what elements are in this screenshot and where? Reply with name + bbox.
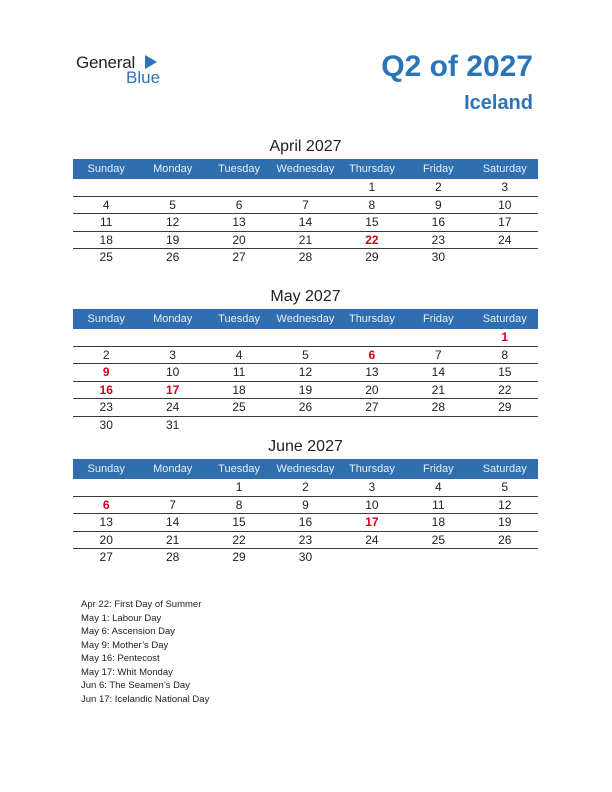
day-cell: 31 bbox=[165, 417, 180, 432]
week-row bbox=[73, 214, 538, 232]
day-cell: 18 bbox=[232, 382, 246, 397]
day-cell: 8 bbox=[501, 347, 509, 362]
holiday-item: Jun 6: The Seamen’s Day bbox=[81, 680, 190, 691]
day-cell: 21 bbox=[298, 232, 313, 247]
day-cell: 11 bbox=[232, 365, 246, 379]
weekday-label: Tuesday bbox=[218, 163, 260, 175]
day-cell: 19 bbox=[498, 515, 512, 529]
brand-general-text: General bbox=[76, 53, 136, 72]
weekday-label: Thursday bbox=[348, 163, 395, 175]
day-cell bbox=[206, 329, 272, 346]
day-cell: 2 bbox=[434, 180, 442, 194]
weekday-label: Wednesday bbox=[276, 163, 335, 175]
day-cell: 17 bbox=[498, 215, 512, 229]
day-cell: 21 bbox=[431, 382, 445, 397]
day-cell: 28 bbox=[165, 550, 180, 564]
day-cell: 21 bbox=[165, 532, 180, 547]
day-cell: 28 bbox=[298, 250, 313, 264]
day-cell: 8 bbox=[235, 497, 243, 512]
day-cell: 20 bbox=[99, 532, 113, 547]
day-cell: 3 bbox=[501, 180, 509, 194]
holiday-item: May 1: Labour Day bbox=[81, 612, 162, 624]
day-cell: 16 bbox=[298, 515, 313, 529]
day-cell: 12 bbox=[165, 215, 180, 229]
holiday-day-cell: 22 bbox=[365, 232, 379, 247]
day-cell: 27 bbox=[99, 550, 113, 564]
day-cell: 1 bbox=[368, 180, 376, 194]
day-cell: 27 bbox=[365, 400, 379, 414]
day-cell: 26 bbox=[298, 400, 313, 414]
holiday-list bbox=[81, 598, 209, 706]
country-name: Iceland bbox=[464, 92, 533, 114]
day-cell: 7 bbox=[302, 197, 309, 212]
week-row bbox=[73, 249, 538, 267]
weekday-label: Saturday bbox=[482, 313, 527, 325]
day-cell: 9 bbox=[302, 497, 309, 512]
day-cell bbox=[73, 179, 139, 196]
weekday-label: Thursday bbox=[348, 313, 395, 325]
day-cell: 20 bbox=[365, 382, 379, 397]
day-cell: 16 bbox=[431, 215, 445, 229]
weekday-label: Monday bbox=[153, 463, 193, 475]
weekday-label: Friday bbox=[423, 313, 454, 325]
week-row bbox=[73, 179, 538, 197]
weekday-label: Sunday bbox=[87, 313, 125, 325]
day-cell: 3 bbox=[368, 480, 376, 494]
day-cell: 24 bbox=[498, 232, 512, 247]
day-cell: 4 bbox=[235, 347, 243, 362]
day-cell: 12 bbox=[298, 365, 313, 379]
day-cell: 9 bbox=[434, 197, 442, 212]
day-cell: 26 bbox=[498, 532, 512, 547]
day-cell: 15 bbox=[498, 365, 512, 379]
day-cell bbox=[206, 417, 272, 435]
day-cell bbox=[139, 479, 205, 496]
day-cell: 5 bbox=[169, 197, 176, 212]
week-row bbox=[73, 329, 538, 347]
week-row bbox=[73, 497, 538, 515]
day-cell: 6 bbox=[235, 197, 243, 212]
day-cell: 2 bbox=[102, 347, 110, 362]
day-cell: 5 bbox=[501, 480, 509, 494]
day-cell bbox=[339, 417, 405, 435]
day-cell: 19 bbox=[165, 232, 180, 247]
day-cell: 20 bbox=[232, 232, 246, 247]
holiday-item: May 16: Pentecost bbox=[81, 653, 160, 664]
holiday-day-cell: 16 bbox=[99, 382, 113, 397]
holiday-day-cell: 1 bbox=[501, 330, 509, 344]
weekday-header bbox=[73, 309, 538, 329]
weekday-label: Tuesday bbox=[218, 313, 260, 325]
week-row bbox=[73, 417, 538, 435]
day-cell: 4 bbox=[102, 197, 110, 212]
weekday-label: Sunday bbox=[87, 163, 125, 175]
week-row bbox=[73, 514, 538, 532]
day-cell bbox=[472, 549, 538, 567]
day-cell bbox=[472, 249, 538, 267]
month-title: May 2027 bbox=[270, 288, 341, 305]
weekday-label: Wednesday bbox=[276, 313, 335, 325]
holiday-item: May 6: Ascension Day bbox=[81, 626, 175, 637]
day-cell: 7 bbox=[169, 497, 176, 512]
weekday-label: Monday bbox=[153, 163, 193, 175]
day-cell: 29 bbox=[232, 550, 246, 564]
weekday-label: Friday bbox=[423, 163, 454, 175]
day-cell: 15 bbox=[365, 215, 379, 229]
month-calendar bbox=[73, 285, 538, 434]
day-cell: 10 bbox=[498, 197, 512, 212]
week-row bbox=[73, 232, 538, 250]
holiday-day-cell: 17 bbox=[365, 515, 379, 529]
weekday-label: Thursday bbox=[348, 463, 395, 475]
day-cell bbox=[405, 549, 471, 567]
holiday-day-cell: 17 bbox=[165, 382, 180, 397]
day-cell bbox=[272, 179, 338, 196]
day-cell: 14 bbox=[298, 215, 313, 229]
day-cell: 29 bbox=[365, 250, 379, 264]
day-cell bbox=[472, 417, 538, 435]
day-cell: 11 bbox=[99, 215, 113, 229]
week-row bbox=[73, 399, 538, 417]
day-cell: 26 bbox=[165, 250, 180, 264]
weekday-label: Saturday bbox=[482, 463, 527, 475]
day-cell: 11 bbox=[432, 497, 445, 512]
holiday-item: May 17: Whit Monday bbox=[81, 666, 173, 678]
day-cell bbox=[339, 329, 405, 346]
day-cell: 30 bbox=[431, 250, 445, 264]
week-row bbox=[73, 197, 538, 215]
week-row bbox=[73, 479, 538, 497]
day-cell: 29 bbox=[498, 400, 512, 414]
week-row bbox=[73, 347, 538, 365]
weekday-label: Saturday bbox=[482, 163, 527, 175]
day-cell: 24 bbox=[365, 532, 379, 547]
day-cell: 23 bbox=[298, 532, 313, 547]
day-cell: 10 bbox=[365, 497, 379, 512]
day-cell: 24 bbox=[165, 400, 180, 414]
holiday-day-cell: 6 bbox=[102, 497, 110, 512]
month-title: April 2027 bbox=[269, 138, 342, 155]
holiday-day-cell: 6 bbox=[368, 347, 376, 362]
week-row bbox=[73, 549, 538, 567]
day-cell: 15 bbox=[232, 515, 246, 529]
day-cell: 14 bbox=[165, 515, 180, 529]
day-cell: 10 bbox=[165, 365, 180, 379]
day-cell: 19 bbox=[298, 382, 313, 397]
day-cell: 25 bbox=[232, 400, 246, 414]
day-cell: 13 bbox=[232, 215, 246, 229]
weekday-label: Friday bbox=[423, 463, 454, 475]
day-cell bbox=[405, 329, 471, 346]
day-cell bbox=[139, 329, 205, 346]
day-cell: 28 bbox=[431, 400, 445, 414]
weekday-label: Tuesday bbox=[218, 463, 260, 475]
holiday-day-cell: 9 bbox=[102, 365, 110, 379]
day-cell: 27 bbox=[232, 250, 246, 264]
day-cell bbox=[139, 179, 205, 196]
week-row bbox=[73, 532, 538, 550]
day-cell: 18 bbox=[431, 515, 445, 529]
day-cell: 1 bbox=[235, 480, 243, 494]
day-cell: 13 bbox=[365, 365, 379, 379]
day-cell bbox=[405, 417, 471, 435]
day-cell: 7 bbox=[434, 347, 442, 362]
day-cell: 18 bbox=[99, 232, 113, 247]
page-title: Q2 of 2027 bbox=[381, 50, 533, 83]
day-cell: 22 bbox=[498, 382, 512, 397]
weekday-header bbox=[73, 159, 538, 179]
weekday-label: Monday bbox=[153, 313, 193, 325]
flag-icon bbox=[143, 55, 157, 69]
month-calendar bbox=[73, 135, 538, 267]
weekday-label: Wednesday bbox=[276, 463, 335, 475]
day-cell: 12 bbox=[498, 497, 512, 512]
day-cell bbox=[339, 549, 405, 567]
day-cell: 25 bbox=[99, 250, 113, 264]
brand-logo bbox=[76, 53, 176, 87]
day-cell: 13 bbox=[99, 515, 113, 529]
day-cell bbox=[272, 417, 338, 435]
weekday-header bbox=[73, 459, 538, 479]
week-row bbox=[73, 364, 538, 382]
day-cell: 14 bbox=[431, 365, 445, 379]
day-cell bbox=[73, 329, 139, 346]
month-title: June 2027 bbox=[268, 438, 343, 455]
brand-blue-text: Blue bbox=[126, 68, 161, 87]
day-cell: 23 bbox=[99, 400, 113, 414]
day-cell: 22 bbox=[232, 532, 246, 547]
holiday-item: Jun 17: Icelandic National Day bbox=[81, 693, 210, 705]
day-cell: 5 bbox=[302, 347, 309, 362]
week-row bbox=[73, 382, 538, 400]
holiday-item: Apr 22: First Day of Summer bbox=[81, 599, 202, 610]
day-cell bbox=[206, 179, 272, 196]
weekday-label: Sunday bbox=[87, 463, 125, 475]
holiday-item: May 9: Mother’s Day bbox=[81, 639, 169, 651]
day-cell: 25 bbox=[431, 532, 445, 547]
day-cell bbox=[272, 329, 338, 346]
day-cell: 23 bbox=[431, 232, 445, 247]
day-cell bbox=[73, 479, 139, 496]
day-cell: 3 bbox=[169, 347, 176, 362]
day-cell: 4 bbox=[434, 480, 442, 494]
day-cell: 30 bbox=[99, 417, 113, 432]
day-cell: 30 bbox=[298, 550, 313, 564]
day-cell: 2 bbox=[302, 480, 309, 494]
day-cell: 8 bbox=[368, 197, 376, 212]
month-calendar bbox=[73, 435, 538, 567]
